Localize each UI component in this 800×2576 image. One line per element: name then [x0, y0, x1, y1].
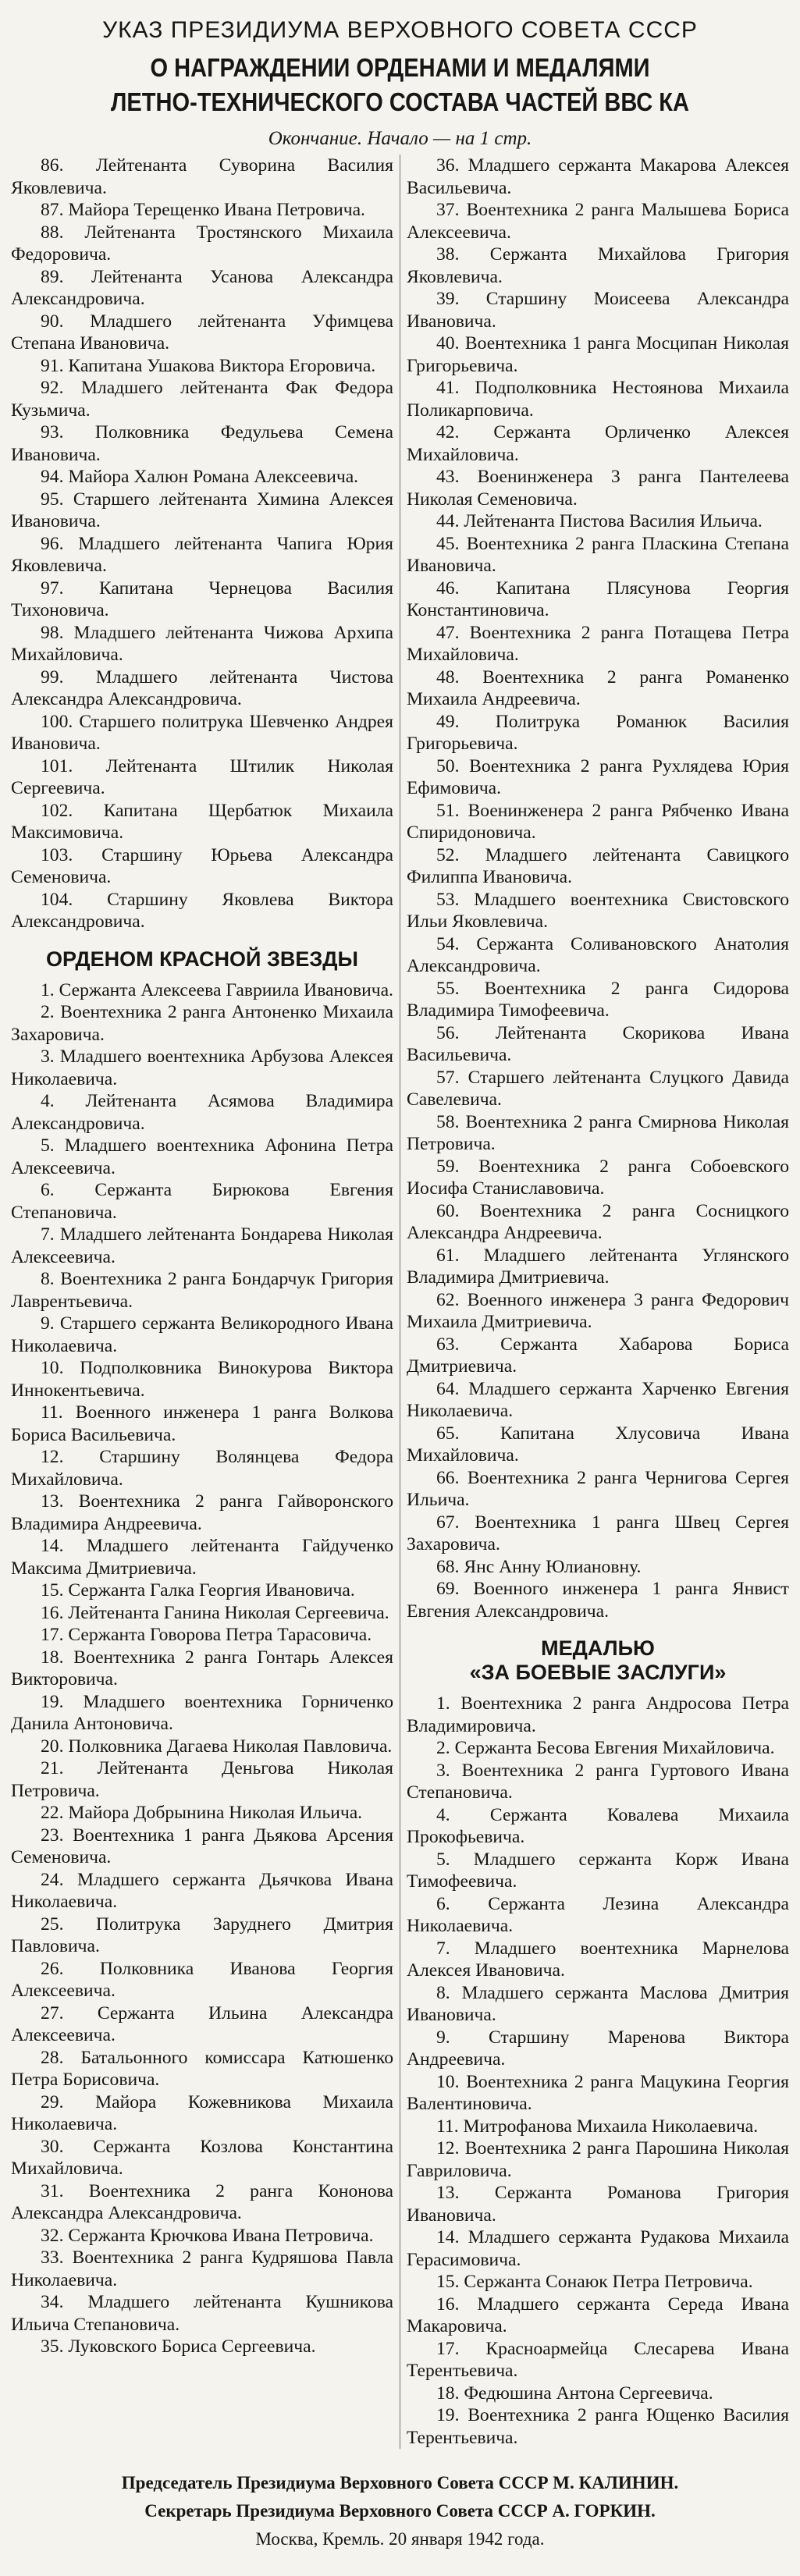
list-item: 50. Воентехника 2 ранга Рухлядева Юрия Ефимовича. [407, 755, 789, 798]
list-item: 36. Младшего сержанта Макарова Алексея Васильевича. [407, 155, 789, 198]
list-item: 17. Сержанта Говорова Петра Тарасовича. [41, 1625, 372, 1645]
section-medal-line2: «ЗА БОЕВЫЕ ЗАСЛУГИ» [469, 1661, 727, 1684]
list-item: 9. Старшего сержанта Великородного Ивана Николаевича. [11, 1313, 393, 1356]
list-item: 14. Младшего лейтенанта Гайдученко Максима Дмитриевича. [11, 1536, 393, 1579]
text-columns [11, 155, 789, 2449]
list-item: 102. Капитана Щербатюк Михаила Максимовича. [11, 800, 393, 843]
list-item: 11. Военного инженера 1 ранга Волкова Бориса Васильевича. [11, 1402, 393, 1445]
list-item: 44. Лейтенанта Пистова Василия Ильича. [436, 511, 763, 531]
list-item: 13. Сержанта Романова Григория Ивановича. [407, 2183, 789, 2226]
list-item: 28. Батальонного комиссара Катюшенко Петра Борисовича. [11, 2047, 393, 2090]
list-item: 60. Воентехника 2 ранга Сосницкого Александра Андреевича. [407, 1200, 789, 1243]
list-item: 9. Старшину Маренова Виктора Андреевича. [407, 2027, 789, 2070]
list-item: 98. Младшего лейтенанта Чижова Архипа Михайловича. [11, 622, 393, 665]
list-item: 94. Майора Халюн Романа Алексеевича. [41, 467, 359, 487]
right-top-list [407, 155, 789, 1622]
list-item: 31. Воентехника 2 ранга Кононова Александра Александровича. [11, 2180, 393, 2223]
list-item: 1. Воентехника 2 ранга Андросова Петра Владимировича. [407, 1693, 789, 1736]
list-item: 100. Старшего политрука Шевченко Андрея Ивановича. [11, 711, 393, 754]
section-medal-heading [407, 1636, 789, 1685]
list-item: 17. Красноармейца Слесарева Ивана Терентьевича. [407, 2338, 789, 2381]
list-item: 10. Воентехника 2 ранга Мацукина Георгия Валентиновича. [407, 2071, 789, 2114]
list-item: 49. Политрука Романюк Василия Григорьевича. [407, 711, 789, 754]
list-item: 64. Младшего сержанта Харченко Евгения Николаевича. [407, 1378, 789, 1421]
list-item: 4. Сержанта Ковалева Михаила Прокофьевича. [407, 1804, 789, 1847]
left-top-list [11, 155, 393, 933]
list-item: 7. Младшего воентехника Марнелова Алексея Ивановича. [407, 1938, 789, 1981]
list-item: 53. Младшего воентехника Свистовского Ильи Яковлевича. [407, 889, 789, 932]
list-item: 61. Младшего лейтенанта Углянского Владимира Дмитриевича. [407, 1245, 789, 1288]
list-item: 27. Сержанта Ильина Александра Алексеевича. [11, 2002, 393, 2045]
list-item: 51. Военинженера 2 ранга Рябченко Ивана Спиридоновича. [407, 800, 789, 843]
list-item: 45. Воентехника 2 ранга Пласкина Степана Ивановича. [407, 533, 789, 576]
list-item: 39. Старшину Моисеева Александра Ивановича. [407, 289, 789, 332]
list-item: 63. Сержанта Хабарова Бориса Дмитриевича. [407, 1334, 789, 1377]
list-item: 1. Сержанта Алексеева Гавриила Ивановича. [41, 979, 393, 1000]
list-item: 24. Младшего сержанта Дьячкова Ивана Николаевича. [11, 1869, 393, 1912]
list-item: 92. Младшего лейтенанта Фак Федора Кузьмича. [11, 378, 393, 421]
list-item: 59. Воентехника 2 ранга Собоевского Иосифа Станиславовича. [407, 1156, 789, 1199]
list-item: 10. Подполковника Винокурова Виктора Иннокентьевича. [11, 1358, 393, 1401]
decree-title: УКАЗ ПРЕЗИДИУМА ВЕРХОВНОГО СОВЕТА СССР [102, 17, 698, 43]
list-item: 22. Майора Добрынина Николая Ильича. [41, 1803, 363, 1823]
list-item: 14. Младшего сержанта Рудакова Михаила Герасимовича. [407, 2227, 789, 2270]
list-item: 58. Воентехника 2 ранга Смирнова Николая Петровича. [407, 1111, 789, 1154]
secretary-signature: Секретарь Президиума Верховного Совета СССР А. ГОРКИН. [144, 2501, 656, 2521]
newspaper-page [0, 17, 800, 2576]
decree-subject-line1: О НАГРАЖДЕНИИ ОРДЕНАМИ И МЕДАЛЯМИ [150, 53, 650, 82]
list-item: 57. Старшего лейтенанта Слуцкого Давида Савелевича. [407, 1067, 789, 1110]
list-item: 8. Воентехника 2 ранга Бондарчук Григория Лаврентьевича. [11, 1269, 393, 1312]
left-column [11, 155, 400, 2449]
medal-list [407, 1693, 789, 2449]
list-item: 35. Луковского Бориса Сергеевича. [41, 2336, 316, 2357]
list-item: 67. Воентехника 1 ранга Швец Сергея Захаровича. [407, 1512, 789, 1554]
list-item: 69. Военного инженера 1 ранга Янвист Евгения Александровича. [407, 1579, 789, 1622]
list-item: 11. Митрофанова Михаила Николаевича. [436, 2116, 759, 2137]
list-item: 99. Младшего лейтенанта Чистова Александра Александровича. [11, 666, 393, 709]
list-item: 20. Полковника Дагаева Николая Павловича. [41, 1736, 393, 1757]
section-red-star-heading: ОРДЕНОМ КРАСНОЙ ЗВЕЗДЫ [46, 947, 358, 971]
list-item: 46. Капитана Плясунова Георгия Константиновича. [407, 577, 789, 620]
list-item: 86. Лейтенанта Суворина Василия Яковлевича. [11, 155, 393, 198]
list-item: 38. Сержанта Михайлова Григория Яковлевича. [407, 244, 789, 287]
list-item: 88. Лейтенанта Тростянского Михаила Федоровича. [11, 222, 393, 265]
right-column [404, 155, 789, 2449]
list-item: 47. Воентехника 2 ранга Потащева Петра Михайловича. [407, 622, 789, 665]
decree-footer [11, 2469, 789, 2553]
list-item: 90. Младшего лейтенанта Уфимцева Степана Ивановича. [11, 311, 393, 354]
list-item: 68. Янс Анну Юлиановну. [436, 1556, 642, 1577]
section-medal-line1: МЕДАЛЬЮ [541, 1636, 655, 1660]
red-star-list [11, 979, 393, 2358]
decree-header [11, 17, 789, 150]
list-item: 41. Подполковника Нестоянова Михаила Поликарповича. [407, 378, 789, 421]
decree-subject-line2: ЛЕТНО-ТЕХНИЧЕСКОГО СОСТАВА ЧАСТЕЙ ВВС КА [111, 87, 689, 116]
list-item: 3. Младшего воентехника Арбузова Алексея Николаевича. [11, 1046, 393, 1089]
list-item: 91. Капитана Ушакова Виктора Егоровича. [41, 355, 376, 376]
list-item: 16. Лейтенанта Ганина Николая Сергеевича. [41, 1602, 389, 1623]
list-item: 2. Воентехника 2 ранга Антоненко Михаила Захаровича. [11, 1002, 393, 1045]
list-item: 62. Военного инженера 3 ранга Федорович Михаила Дмитриевича. [407, 1289, 789, 1332]
list-item: 25. Политрука Заруднего Дмитрия Павловича. [11, 1913, 393, 1956]
place-date: Москва, Кремль. 20 января 1942 года. [255, 2529, 545, 2549]
list-item: 23. Воентехника 1 ранга Дьякова Арсения Семеновича. [11, 1825, 393, 1867]
list-item: 52. Младшего лейтенанта Савицкого Филиппа Ивановича. [407, 844, 789, 887]
list-item: 6. Сержанта Бирюкова Евгения Степановича. [11, 1180, 393, 1223]
list-item: 2. Сержанта Бесова Евгения Михайловича. [436, 1738, 775, 1758]
list-item: 18. Воентехника 2 ранга Гонтарь Алексея Викторовича. [11, 1647, 393, 1690]
chairman-signature: Председатель Президиума Верховного Совета СССР М. КАЛИНИН. [121, 2473, 679, 2493]
list-item: 32. Сержанта Крючкова Ивана Петровича. [41, 2225, 374, 2246]
list-item: 40. Воентехника 1 ранга Мосципан Николая Григорьевича. [407, 333, 789, 376]
list-item: 12. Воентехника 2 ранга Парошина Николая Гавриловича. [407, 2138, 789, 2181]
list-item: 43. Военинженера 3 ранга Пантелеева Николая Семеновича. [407, 467, 789, 510]
list-item: 15. Сержанта Галка Георгия Ивановича. [41, 1580, 355, 1601]
list-item: 34. Младшего лейтенанта Кушникова Ильича Степановича. [11, 2292, 393, 2335]
list-item: 103. Старшину Юрьева Александра Семеновича. [11, 844, 393, 887]
list-item: 54. Сержанта Соливановского Анатолия Александровича. [407, 933, 789, 976]
list-item: 93. Полковника Федульева Семена Ивановича. [11, 422, 393, 465]
list-item: 15. Сержанта Сонаюк Петра Петровича. [436, 2272, 753, 2292]
list-item: 95. Старшего лейтенанта Химина Алексея Ивановича. [11, 489, 393, 531]
continuation-note: Окончание. Начало — на 1 стр. [268, 128, 532, 149]
list-item: 66. Воентехника 2 ранга Чернигова Сергея Ильича. [407, 1467, 789, 1510]
list-item: 89. Лейтенанта Усанова Александра Александровича. [11, 266, 393, 309]
list-item: 5. Младшего сержанта Корж Ивана Тимофеевича. [407, 1849, 789, 1892]
list-item: 96. Младшего лейтенанта Чапига Юрия Яковлевича. [11, 533, 393, 576]
list-item: 37. Воентехника 2 ранга Малышева Бориса Алексеевича. [407, 200, 789, 243]
list-item: 21. Лейтенанта Деньгова Николая Петровича. [11, 1758, 393, 1801]
list-item: 42. Сержанта Орличенко Алексея Михайловича. [407, 422, 789, 465]
list-item: 19. Воентехника 2 ранга Ющенко Василия Терентьевича. [407, 2405, 789, 2448]
list-item: 16. Младшего сержанта Середа Ивана Макаровича. [407, 2294, 789, 2336]
list-item: 55. Воентехника 2 ранга Сидорова Владимира Тимофеевича. [407, 978, 789, 1021]
list-item: 13. Воентехника 2 ранга Гайворонского Владимира Андреевича. [11, 1491, 393, 1534]
list-item: 48. Воентехника 2 ранга Романенко Михаила Андреевича. [407, 666, 789, 709]
list-item: 65. Капитана Хлусовича Ивана Михайловича. [407, 1423, 789, 1466]
list-item: 4. Лейтенанта Асямова Владимира Александровича. [11, 1091, 393, 1134]
list-item: 8. Младшего сержанта Маслова Дмитрия Ивановича. [407, 1982, 789, 2025]
list-item: 19. Младшего воентехника Горниченко Данила Антоновича. [11, 1691, 393, 1734]
list-item: 26. Полковника Иванова Георгия Алексеевича. [11, 1958, 393, 2001]
list-item: 56. Лейтенанта Скорикова Ивана Васильевича. [407, 1022, 789, 1065]
list-item: 3. Воентехника 2 ранга Гуртового Ивана Степановича. [407, 1760, 789, 1803]
list-item: 12. Старшину Волянцева Федора Михайловича. [11, 1447, 393, 1490]
list-item: 7. Младшего лейтенанта Бондарева Николая Алексеевича. [11, 1224, 393, 1267]
list-item: 101. Лейтенанта Штилик Николая Сергеевича. [11, 755, 393, 798]
list-item: 30. Сержанта Козлова Константина Михайловича. [11, 2136, 393, 2179]
list-item: 33. Воентехника 2 ранга Кудряшова Павла Николаевича. [11, 2247, 393, 2290]
list-item: 97. Капитана Чернецова Василия Тихоновича. [11, 577, 393, 620]
list-item: 87. Майора Терещенко Ивана Петровича. [41, 200, 365, 220]
list-item: 29. Майора Кожевникова Михаила Николаевича. [11, 2091, 393, 2134]
list-item: 6. Сержанта Лезина Александра Николаевича. [407, 1893, 789, 1936]
list-item: 18. Федюшина Антона Сергеевича. [436, 2382, 713, 2404]
list-item: 5. Младшего воентехника Афонина Петра Алексеевича. [11, 1135, 393, 1178]
list-item: 104. Старшину Яковлева Виктора Александровича. [11, 889, 393, 932]
